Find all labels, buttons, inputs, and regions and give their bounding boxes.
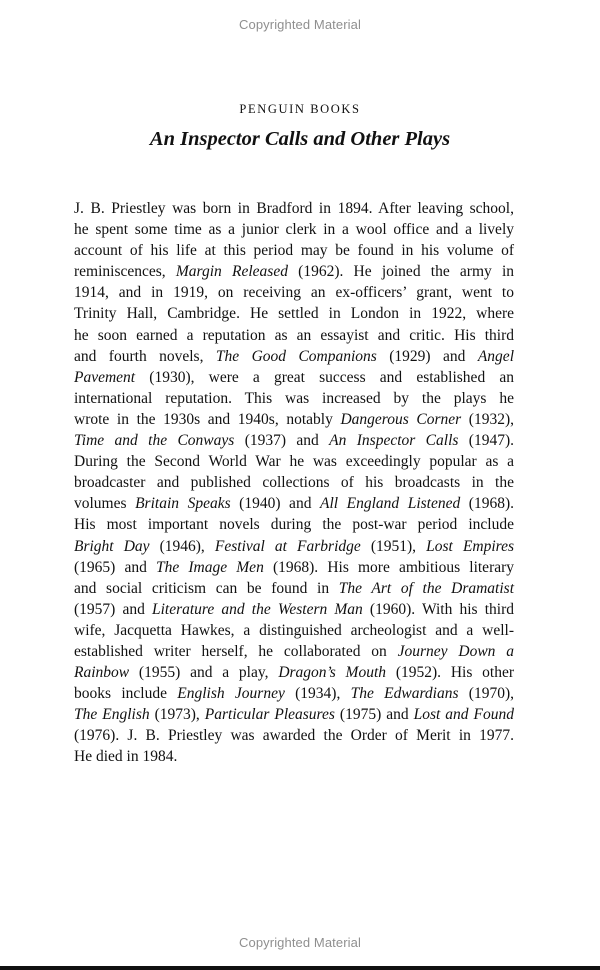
bio-text: wife, Jacquetta Hawkes, a distinguished archeologist and a well- xyxy=(74,621,514,639)
bio-title-italic: Lost Empires xyxy=(426,537,515,555)
bio-text: (1940) and xyxy=(230,495,320,513)
bio-title-italic: Literature and the Western Man xyxy=(151,600,363,618)
bio-line xyxy=(74,514,514,535)
bio-title-italic: Rainbow xyxy=(74,664,130,682)
bio-title-italic: English Journey xyxy=(177,685,285,703)
bio-line xyxy=(74,367,514,388)
bio-line xyxy=(74,472,514,493)
bio-title-italic: Bright Day xyxy=(74,537,150,555)
bio-text: During the Second World War he was exceedingly popular as a xyxy=(74,453,514,471)
bio-line xyxy=(74,746,514,767)
bio-title-italic: An Inspector Calls xyxy=(329,432,459,450)
bio-line xyxy=(74,620,514,641)
bio-line xyxy=(74,409,514,430)
bio-title-italic: Dangerous Corner xyxy=(340,410,462,428)
bio-line xyxy=(74,578,514,599)
book-title: An Inspector Calls and Other Plays xyxy=(149,128,451,150)
bio-text: and social criticism can be found in xyxy=(74,579,339,597)
bio-title-italic: Pavement xyxy=(74,368,136,386)
bio-text: (1965) and xyxy=(74,558,156,576)
bio-title-italic: Journey Down a xyxy=(397,642,515,660)
bio-title-italic: Lost and Found xyxy=(413,706,514,724)
bio-line xyxy=(74,282,514,303)
bio-line xyxy=(74,704,514,725)
bio-text: and fourth novels, xyxy=(74,347,216,365)
bio-line xyxy=(74,536,514,557)
bio-text: (1934), xyxy=(284,685,351,703)
bio-title-italic: The Image Men xyxy=(156,558,264,576)
bio-title-italic: Time and the Conways xyxy=(74,432,235,450)
bio-line xyxy=(74,303,514,324)
bio-title-italic: Dragon’s Mouth xyxy=(278,664,387,682)
bio-line xyxy=(74,219,514,240)
bio-line xyxy=(74,683,514,704)
bio-text: established writer herself, he collaborated on xyxy=(74,642,398,660)
series-name: PENGUIN BOOKS xyxy=(239,102,361,116)
bio-text: (1932), xyxy=(461,410,514,428)
bio-text: (1947). xyxy=(458,432,515,450)
bio-title-italic: The Art of the Dramatist xyxy=(338,579,514,597)
bio-line xyxy=(74,557,514,578)
bio-line xyxy=(74,599,514,620)
bio-text: Trinity Hall, Cambridge. He settled in London in 1922, where xyxy=(74,305,514,323)
bio-title-italic: Britain Speaks xyxy=(135,495,231,513)
bio-text: (1976). J. B. Priestley was awarded the Order of Merit in 1977. xyxy=(74,727,514,745)
bio-title-italic: The English xyxy=(74,706,150,724)
bio-text: (1975) and xyxy=(334,706,414,724)
bio-line xyxy=(74,240,514,261)
bio-text: books include xyxy=(74,685,178,703)
bio-text: broadcaster and published collections of his broadcasts in the xyxy=(74,474,514,492)
bio-line xyxy=(74,493,514,514)
bio-text: reminiscences, xyxy=(74,263,176,281)
bio-text: account of his life at this period may be found in his volume of xyxy=(74,242,514,260)
bio-title-italic: Margin Released xyxy=(175,263,288,281)
copyright-watermark-top: Copyrighted Material xyxy=(239,17,361,32)
bio-text: 1914, and in 1919, on receiving an ex-officers’ grant, went to xyxy=(74,284,514,302)
bio-text: he soon earned a reputation as an essayist and critic. His third xyxy=(74,326,514,344)
bio-text: volumes xyxy=(74,495,136,513)
bio-text: J. B. Priestley was born in Bradford in 1894. After leaving school, xyxy=(74,200,514,217)
bio-title-italic: Angel xyxy=(477,347,514,365)
bio-line xyxy=(74,662,514,683)
bio-text: (1955) and a play, xyxy=(129,664,279,682)
bio-text: (1946), xyxy=(149,537,215,555)
bio-text: international reputation. This was increased by the plays he xyxy=(74,389,514,407)
bio-line xyxy=(74,725,514,746)
bio-text: (1970), xyxy=(458,685,515,703)
bio-text: (1968). His more ambitious literary xyxy=(263,558,515,576)
bio-text: (1952). His other xyxy=(386,664,515,682)
bio-title-italic: The Edwardians xyxy=(350,685,459,703)
bio-text: he spent some time as a junior clerk in a wool office and a lively xyxy=(74,221,514,239)
bio-text: wrote in the 1930s and 1940s, notably xyxy=(74,410,341,428)
bio-title-italic: Festival at Farbridge xyxy=(214,537,361,555)
bio-text: (1968). xyxy=(460,495,515,513)
bio-line xyxy=(74,388,514,409)
bio-line xyxy=(74,430,514,451)
page-bottom-edge xyxy=(0,966,600,970)
bio-title-italic: All England Listened xyxy=(320,495,461,513)
bio-text: His most important novels during the post-war period include xyxy=(74,516,514,534)
bio-text: (1930), were a great success and established an xyxy=(135,368,514,386)
bio-line xyxy=(74,641,514,662)
bio-text: He died in 1984. xyxy=(74,748,178,766)
bio-title-italic: The Good Companions xyxy=(215,347,377,365)
author-biography xyxy=(74,198,514,768)
bio-line xyxy=(74,346,514,367)
bio-text: (1929) and xyxy=(376,347,478,365)
bio-line xyxy=(74,451,514,472)
bio-line xyxy=(74,261,514,282)
bio-text: (1960). With his third xyxy=(362,600,514,618)
bio-text: (1951), xyxy=(360,537,427,555)
bio-text: (1957) and xyxy=(74,600,152,618)
bio-text: (1973), xyxy=(149,706,205,724)
bio-title-italic: Particular Pleasures xyxy=(204,706,335,724)
bio-line xyxy=(74,325,514,346)
bio-text: (1962). He joined the army in xyxy=(287,263,515,281)
bio-line xyxy=(74,198,514,219)
bio-text: (1937) and xyxy=(234,432,330,450)
copyright-watermark-bottom: Copyrighted Material xyxy=(239,935,361,950)
